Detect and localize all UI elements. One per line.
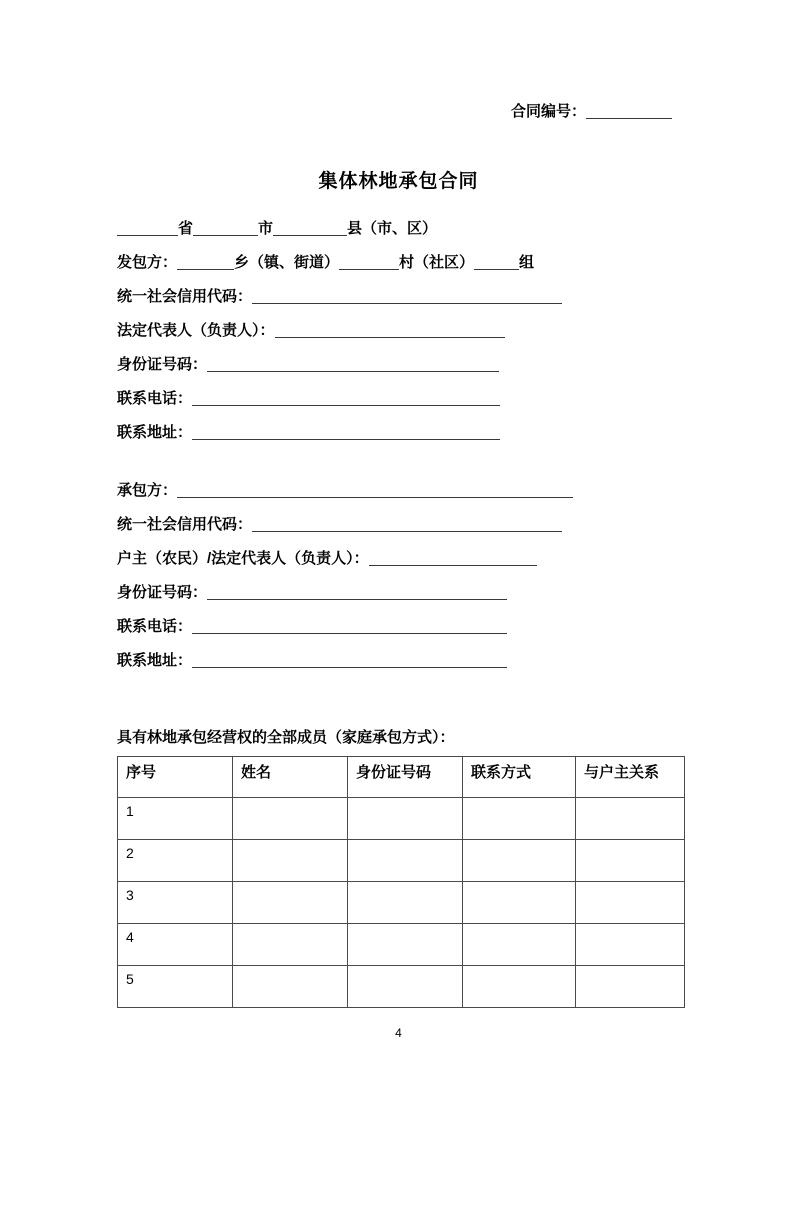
contract-number-blank — [586, 105, 672, 119]
blank-underline — [117, 222, 178, 236]
issuer-phone-line — [117, 382, 680, 416]
form-label: 村（社区） — [399, 254, 475, 271]
table-header-cell: 姓名 — [233, 757, 348, 798]
table-row — [118, 798, 685, 840]
form-label: 联系地址： — [117, 652, 193, 669]
table-cell — [233, 882, 348, 924]
householder-line — [117, 542, 680, 576]
blank-underline — [252, 518, 562, 532]
issuer-id-number-line — [117, 348, 680, 382]
blank-underline — [193, 222, 258, 236]
table-header-cell: 联系方式 — [463, 757, 576, 798]
blank-underline — [192, 620, 507, 634]
issuer-legal-rep-line — [117, 314, 680, 348]
blank-underline — [369, 552, 537, 566]
form-label: 统一社会信用代码： — [117, 516, 253, 533]
form-lines — [117, 212, 680, 678]
table-cell — [348, 882, 463, 924]
blank-underline — [192, 654, 507, 668]
row-index-cell: 4 — [118, 924, 233, 966]
table-cell — [576, 840, 685, 882]
table-cell — [576, 924, 685, 966]
table-cell — [576, 882, 685, 924]
form-label: 联系电话： — [117, 618, 193, 635]
table-cell — [463, 882, 576, 924]
table-row — [118, 966, 685, 1008]
blank-underline — [339, 256, 399, 270]
blank-underline — [275, 324, 505, 338]
table-cell — [348, 840, 463, 882]
blank-underline — [252, 290, 562, 304]
contractor-address-line — [117, 644, 680, 678]
blank-underline — [192, 392, 500, 406]
page-title: 集体林地承包合同 — [318, 171, 479, 192]
table-cell — [576, 966, 685, 1008]
contract-number-line — [117, 101, 680, 122]
page-number: 4 — [395, 1026, 402, 1040]
contract-number-label: 合同编号： — [510, 103, 586, 120]
table-row — [118, 840, 685, 882]
issuing-party-line — [117, 246, 680, 280]
form-label: 身份证号码： — [117, 584, 208, 601]
row-index-cell: 5 — [118, 966, 233, 1008]
blank-underline — [207, 358, 499, 372]
row-index-cell: 2 — [118, 840, 233, 882]
blank-underline — [474, 256, 519, 270]
issuer-address-line — [117, 416, 680, 450]
table-row — [118, 924, 685, 966]
members-table-body — [118, 798, 685, 1008]
form-label: 统一社会信用代码： — [117, 288, 253, 305]
contractor-id-number-line — [117, 576, 680, 610]
table-cell — [463, 966, 576, 1008]
table-cell — [348, 966, 463, 1008]
form-label: 省 — [178, 220, 194, 237]
table-cell — [233, 840, 348, 882]
blank-underline — [273, 222, 347, 236]
table-header-cell: 与户主关系 — [576, 757, 685, 798]
row-index-cell: 3 — [118, 882, 233, 924]
table-cell — [463, 840, 576, 882]
contractor-phone-line — [117, 610, 680, 644]
form-label: 承包方： — [117, 482, 178, 499]
members-table — [117, 756, 685, 1008]
blank-underline — [207, 586, 507, 600]
issuer-credit-code-line — [117, 280, 680, 314]
form-label: 户主（农民）/法定代表人（负责人）： — [117, 550, 369, 567]
table-cell — [463, 924, 576, 966]
blank-underline — [177, 256, 234, 270]
table-cell — [463, 798, 576, 840]
form-label: 身份证号码： — [117, 356, 208, 373]
table-cell — [348, 798, 463, 840]
table-cell — [233, 798, 348, 840]
form-label: 联系电话： — [117, 390, 193, 407]
region-line — [117, 212, 680, 246]
table-cell — [576, 798, 685, 840]
form-label: 法定代表人（负责人）： — [117, 322, 275, 339]
table-header-cell: 身份证号码 — [348, 757, 463, 798]
form-label: 市 — [258, 220, 274, 237]
form-label: 发包方： — [117, 254, 178, 271]
table-row — [118, 882, 685, 924]
contractor-credit-code-line — [117, 508, 680, 542]
blank-underline — [177, 484, 573, 498]
members-section-heading: 具有林地承包经营权的全部成员（家庭承包方式）： — [117, 729, 455, 746]
form-label: 乡（镇、街道） — [234, 254, 340, 271]
row-index-cell: 1 — [118, 798, 233, 840]
table-header-row — [118, 757, 685, 798]
contracting-party-line — [117, 474, 680, 508]
table-cell — [233, 966, 348, 1008]
table-header-cell: 序号 — [118, 757, 233, 798]
table-cell — [233, 924, 348, 966]
form-label: 联系地址： — [117, 424, 193, 441]
table-cell — [348, 924, 463, 966]
document-page — [0, 101, 793, 1223]
blank-underline — [192, 426, 500, 440]
form-label: 组 — [519, 254, 535, 271]
form-label: 县（市、区） — [347, 220, 438, 237]
